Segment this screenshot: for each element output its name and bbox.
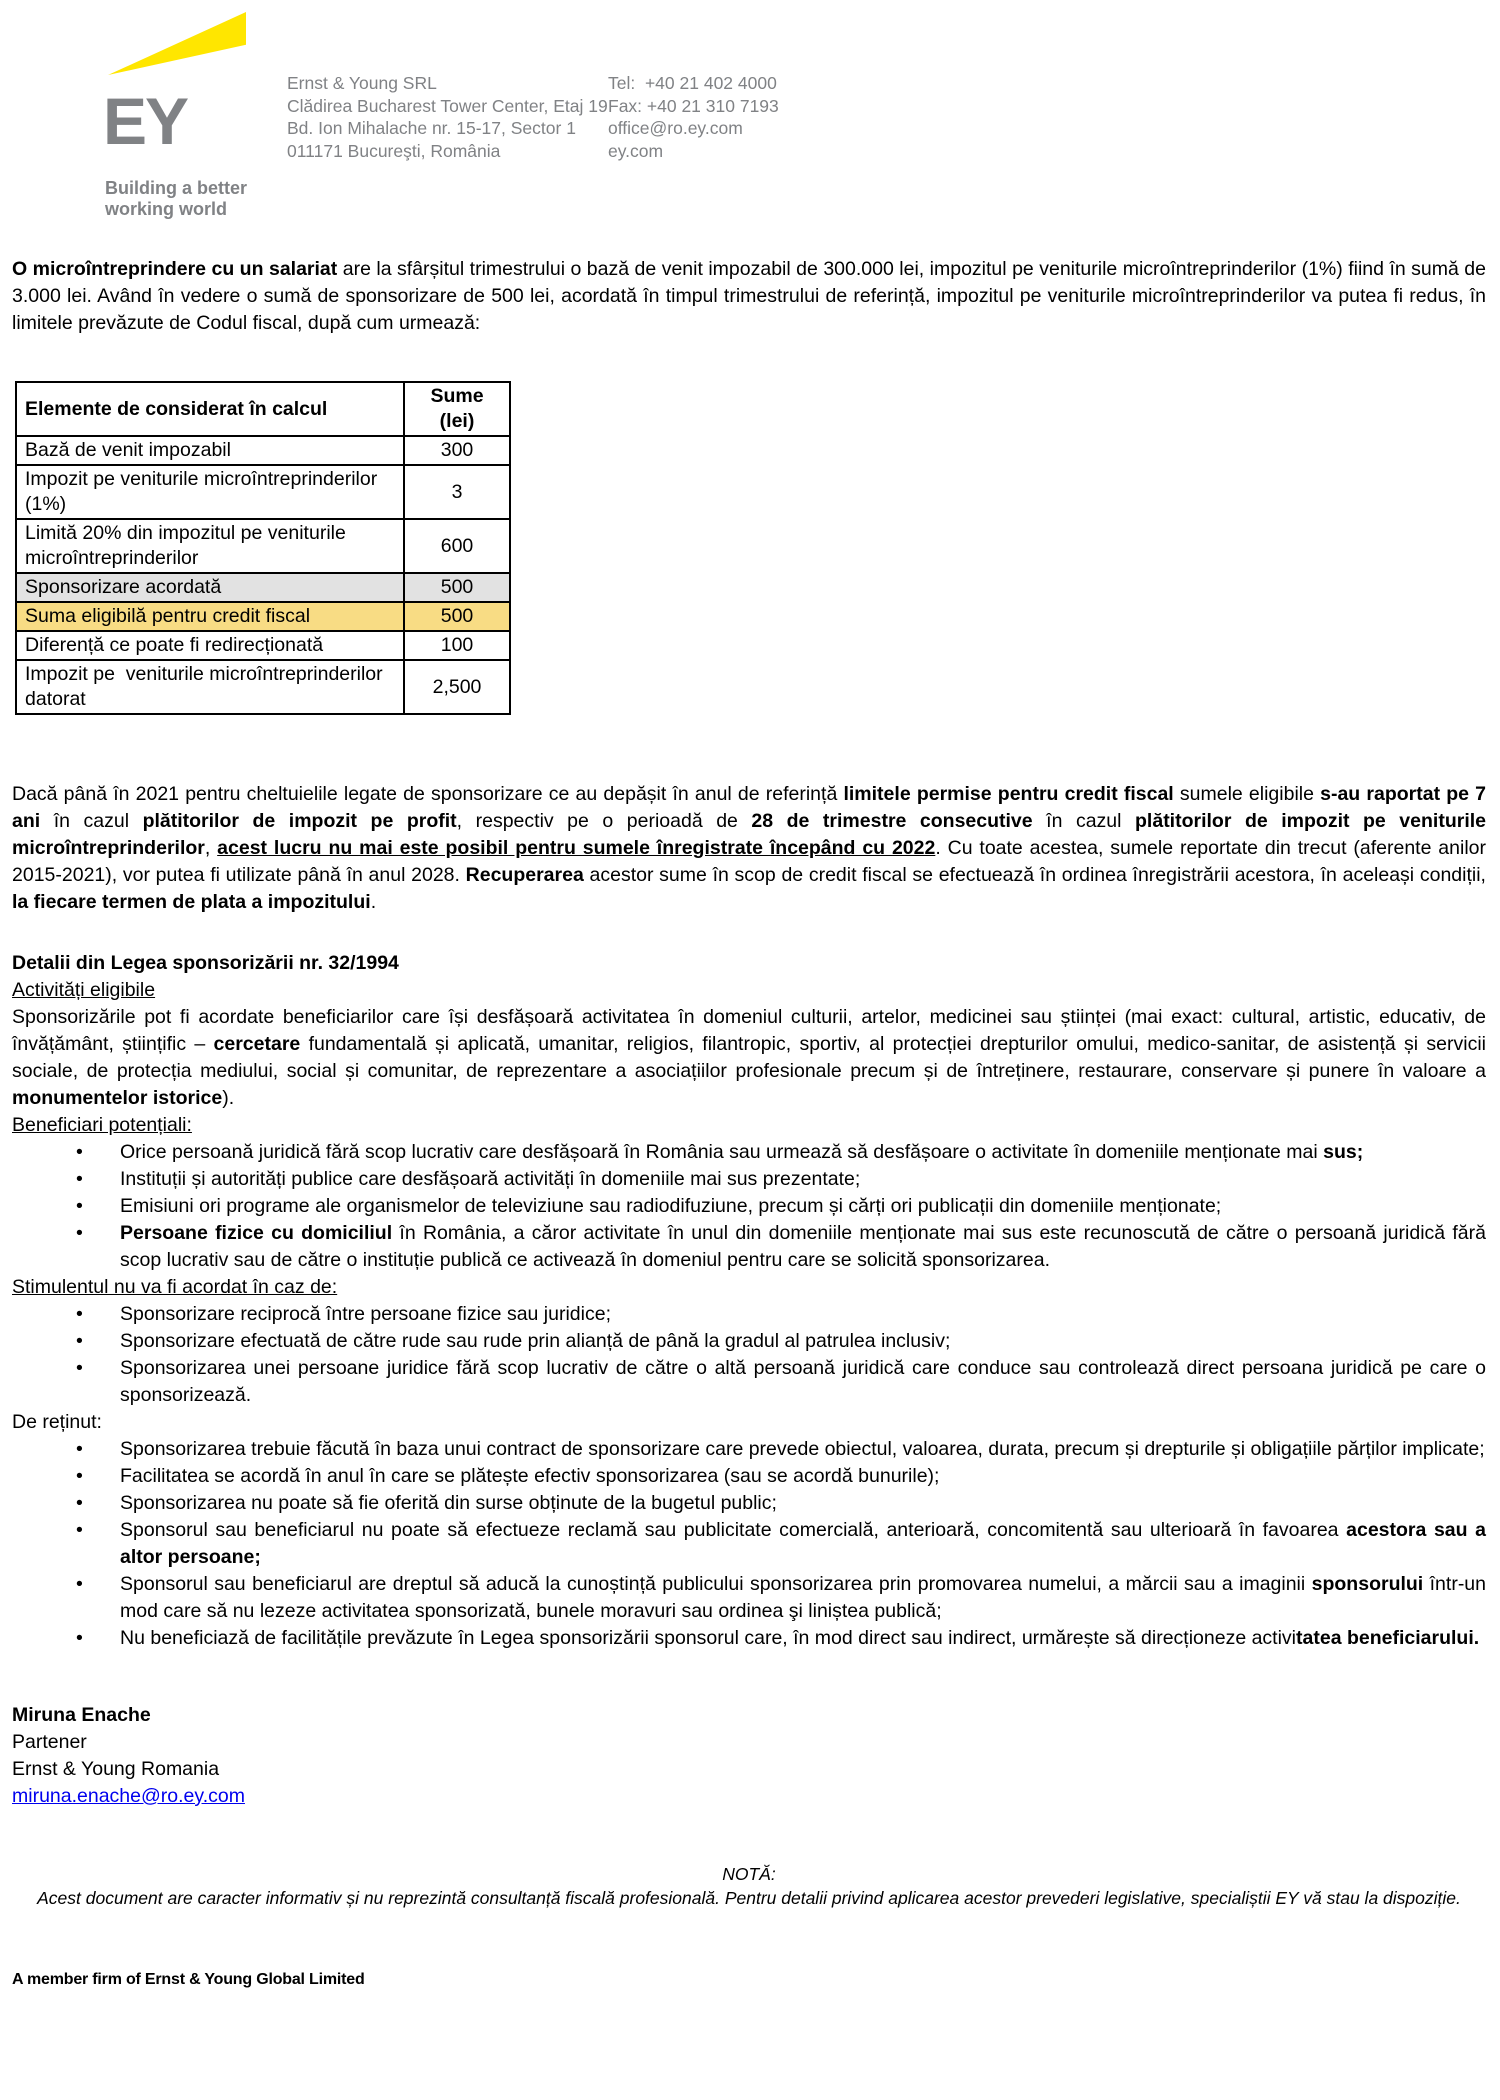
list-item <box>64 1517 1486 1571</box>
list-item <box>64 1490 1486 1517</box>
list-item <box>64 1166 1486 1193</box>
list-item <box>64 1328 1486 1355</box>
list-item-text: Nu beneficiază de facilitățile prevăzute în Legea sponsorizării sponsorul care, în mod direct sau indirect, urmărește să direcționeze activitatea beneficiarului. <box>120 1627 1480 1649</box>
bullet-icon: • <box>76 1222 83 1244</box>
bullet-icon: • <box>76 1168 83 1190</box>
website-line: ey.com <box>608 140 664 161</box>
row-value: 500 <box>404 573 510 602</box>
signer-company: Ernst & Young Romania <box>12 1758 220 1780</box>
note-text: Acest document are caracter informativ și nu reprezintă consultanță fiscală profesională. Pentru detalii privind aplicarea acestor prevederi legislative, specialiștii EY vă stau la dispoziție. <box>37 1888 1461 1908</box>
signer-role: Partener <box>12 1731 87 1753</box>
list-item-text: Emisiuni ori programe ale organismelor de televiziune sau radiodifuziune, precum și cărți ori publicații din domeniile menționate; <box>120 1195 1222 1217</box>
list-item-text: Persoane fizice cu domiciliul în România, a căror activitate în unul din domeniile menționate mai sus este recunoscută de către o persoană juridică fără scop lucrativ sau de către o instituție publică ce activează în domeniul pentru care se solicită sponsorizarea. <box>120 1222 1486 1271</box>
list-item-text: Sponsorizarea trebuie făcută în baza unui contract de sponsorizare care prevede obiectul, valoarea, durata, precum și drepturile și obligațiile părților implicate; <box>120 1438 1485 1460</box>
list-item <box>64 1436 1486 1463</box>
list-item-text: Sponsorul sau beneficiarul are dreptul să aducă la cunoștință publicului sponsorizarea prin promovarea numelui, a mărcii sau a imaginii sponsorului într-un mod care să nu lezeze activitatea sponsorizată, bunele moravuri sau ordinea şi liniștea publică; <box>120 1573 1487 1622</box>
notes-heading: De reținut: <box>12 1411 102 1433</box>
list-item-text: Facilitatea se acordă în anul în care se plătește efectiv sponsorizarea (sau se acordă bunurile); <box>120 1465 940 1487</box>
bullet-icon: • <box>76 1330 83 1352</box>
company-address <box>287 72 608 162</box>
bullet-icon: • <box>76 1627 83 1649</box>
list-item-text: Sponsorul sau beneficiarul nu poate să efectueze reclamă sau publicitate comercială, anterioară, concomitentă sau ulterioară în favoarea acestora sau a altor persoane; <box>120 1519 1486 1568</box>
tagline-line: Building a better <box>105 178 248 198</box>
list-item-text: Sponsorizarea unei persoane juridice fără scop lucrativ de către o altă persoană juridică care conduce sau controlează direct persoana juridică pe care o sponsorizează. <box>120 1357 1486 1406</box>
intro-paragraph: O microîntreprindere cu un salariat are la sfârșitul trimestrului o bază de venit impozabil de 300.000 lei, impozitul pe veniturile microîntreprinderilor (1%) fiind în sumă de 3.000 lei. Având în vedere o sumă de sponsorizare de 500 lei, acordată în timpul trimestrului de referință, impozitul pe veniturile microîntreprinderilor va putea fi redus, în limitele prevăzute de Codul fiscal, după cum urmează: <box>12 258 1486 334</box>
member-firm-line: A member firm of Ernst & Young Global Limited <box>12 1971 365 1988</box>
notes-list <box>12 1436 1486 1652</box>
list-item <box>64 1139 1486 1166</box>
list-item <box>64 1301 1486 1328</box>
row-label: Impozit pe veniturile microîntreprinderilor (1%) <box>16 465 404 519</box>
ey-logo: EY <box>103 84 188 158</box>
row-label: Bază de venit impozabil <box>16 436 404 465</box>
company-contact <box>608 72 779 162</box>
bullet-icon: • <box>76 1492 83 1514</box>
address-line: 011171 Bucureşti, România <box>287 140 501 161</box>
document-body <box>0 256 1500 1993</box>
table-row <box>16 631 510 660</box>
row-value: 500 <box>404 602 510 631</box>
letterhead <box>0 0 1500 256</box>
not-granted-heading: Stimulentul nu va fi acordat în caz de: <box>12 1276 338 1298</box>
bullet-icon: • <box>76 1519 83 1541</box>
table-row <box>16 519 510 573</box>
bullet-icon: • <box>76 1465 83 1487</box>
list-item <box>64 1355 1486 1409</box>
list-item-text: Sponsorizare efectuată de către rude sau rude prin alianță de până la gradul al patrulea inclusiv; <box>120 1330 951 1352</box>
list-item <box>64 1571 1486 1625</box>
table-row <box>16 660 510 714</box>
address-line: Bd. Ion Mihalache nr. 15-17, Sector 1 <box>287 118 576 138</box>
row-value: 100 <box>404 631 510 660</box>
calculation-table <box>15 381 511 715</box>
fax-line: Fax: +40 21 310 7193 <box>608 95 779 116</box>
law-title: Detalii din Legea sponsorizării nr. 32/1994 <box>12 952 399 974</box>
row-label: Limită 20% din impozitul pe veniturile microîntreprinderilor <box>16 519 404 573</box>
list-item-text: Instituții și autorități publice care desfășoară activități în domeniile mai sus prezentate; <box>120 1168 861 1190</box>
eligible-activities-text: Sponsorizările pot fi acordate beneficiarilor care își desfășoară activitatea în domeniul culturii, artelor, medicinei sau științei (mai exact: cultural, artistic, educativ, de învățământ, științific – cercetare fundamentală și aplicată, umanitar, religios, filantropic, sportiv, al protecției drepturilor omului, medico-sanitar, de asistență și servicii sociale, de protecția mediului, social și comunitar, de reprezentare a asociațiilor profesionale precum și de întreținere, restaurare, conservare și punere în valoare a monumentelor istorice). <box>12 1006 1487 1109</box>
row-label: Suma eligibilă pentru credit fiscal <box>16 602 404 631</box>
bullet-icon: • <box>76 1141 83 1163</box>
bullet-icon: • <box>76 1573 83 1595</box>
row-value: 3 <box>404 465 510 519</box>
row-label: Diferență ce poate fi redirecționată <box>16 631 404 660</box>
table-row-highlight-gray <box>16 573 510 602</box>
company-name: Ernst & Young SRL <box>287 73 437 93</box>
list-item <box>64 1220 1486 1274</box>
list-item-text: Sponsorizare reciprocă între persoane fizice sau juridice; <box>120 1303 611 1325</box>
row-value: 2,500 <box>404 660 510 714</box>
eligible-activities-heading: Activități eligibile <box>12 979 156 1001</box>
beneficiaries-heading: Beneficiari potențiali: <box>12 1114 192 1136</box>
note-label: NOTĂ: <box>722 1864 776 1884</box>
list-item <box>64 1193 1486 1220</box>
address-line: Clădirea Bucharest Tower Center, Etaj 19 <box>287 95 608 116</box>
ey-tagline <box>105 178 247 220</box>
signature-block <box>12 1702 1486 1810</box>
beneficiaries-list <box>12 1139 1486 1274</box>
bullet-icon: • <box>76 1438 83 1460</box>
table-row <box>16 436 510 465</box>
not-granted-list <box>12 1301 1486 1409</box>
table-header-sums: Sume (lei) <box>404 382 510 436</box>
signer-name: Miruna Enache <box>12 1704 151 1726</box>
carryforward-paragraph: Dacă până în 2021 pentru cheltuielile legate de sponsorizare ce au depășit în anul de referință limitele permise pentru credit fiscal sumele eligibile s-au raportat pe 7 ani în cazul plătitorilor de impozit pe profit, respectiv pe o perioadă de 28 de trimestre consecutive în cazul plătitorilor de impozit pe veniturile microîntreprinderilor, acest lucru nu mai este posibil pentru sumele înregistrate începând cu 2022. Cu toate acestea, sumele reportate din trecut (aferente anilor 2015-2021), vor putea fi utilizate până în anul 2028. Recuperarea acestor sume în scop de credit fiscal se efectuează în ordinea înregistrării acestora, în aceleași condiții, la fiecare termen de plata a impozitului. <box>12 783 1486 913</box>
list-item-text: Orice persoană juridică fără scop lucrativ care desfășoară în România sau urmează să desfășoare o activitate în domeniile menționate mai sus; <box>120 1141 1364 1163</box>
bullet-icon: • <box>76 1357 83 1379</box>
row-label: Impozit pe veniturile microîntreprinderilor datorat <box>16 660 404 714</box>
table-row <box>16 465 510 519</box>
ey-beam-icon <box>108 12 246 75</box>
list-item-text: Sponsorizarea nu poate să fie oferită din surse obținute de la bugetul public; <box>120 1492 777 1514</box>
email-link[interactable]: miruna.enache@ro.ey.com <box>12 1785 245 1807</box>
row-value: 600 <box>404 519 510 573</box>
table-header-elements: Elemente de considerat în calcul <box>16 382 404 436</box>
phone-line: Tel: +40 21 402 4000 <box>608 73 777 93</box>
table-row-highlight-yellow <box>16 602 510 631</box>
row-value: 300 <box>404 436 510 465</box>
table-header-row <box>16 382 510 436</box>
row-label: Sponsorizare acordată <box>16 573 404 602</box>
list-item <box>64 1463 1486 1490</box>
list-item <box>64 1625 1486 1652</box>
bullet-icon: • <box>76 1303 83 1325</box>
footer-note <box>12 1862 1486 1910</box>
bullet-icon: • <box>76 1195 83 1217</box>
email-line: office@ro.ey.com <box>608 118 743 138</box>
tagline-line: working world <box>105 199 228 219</box>
